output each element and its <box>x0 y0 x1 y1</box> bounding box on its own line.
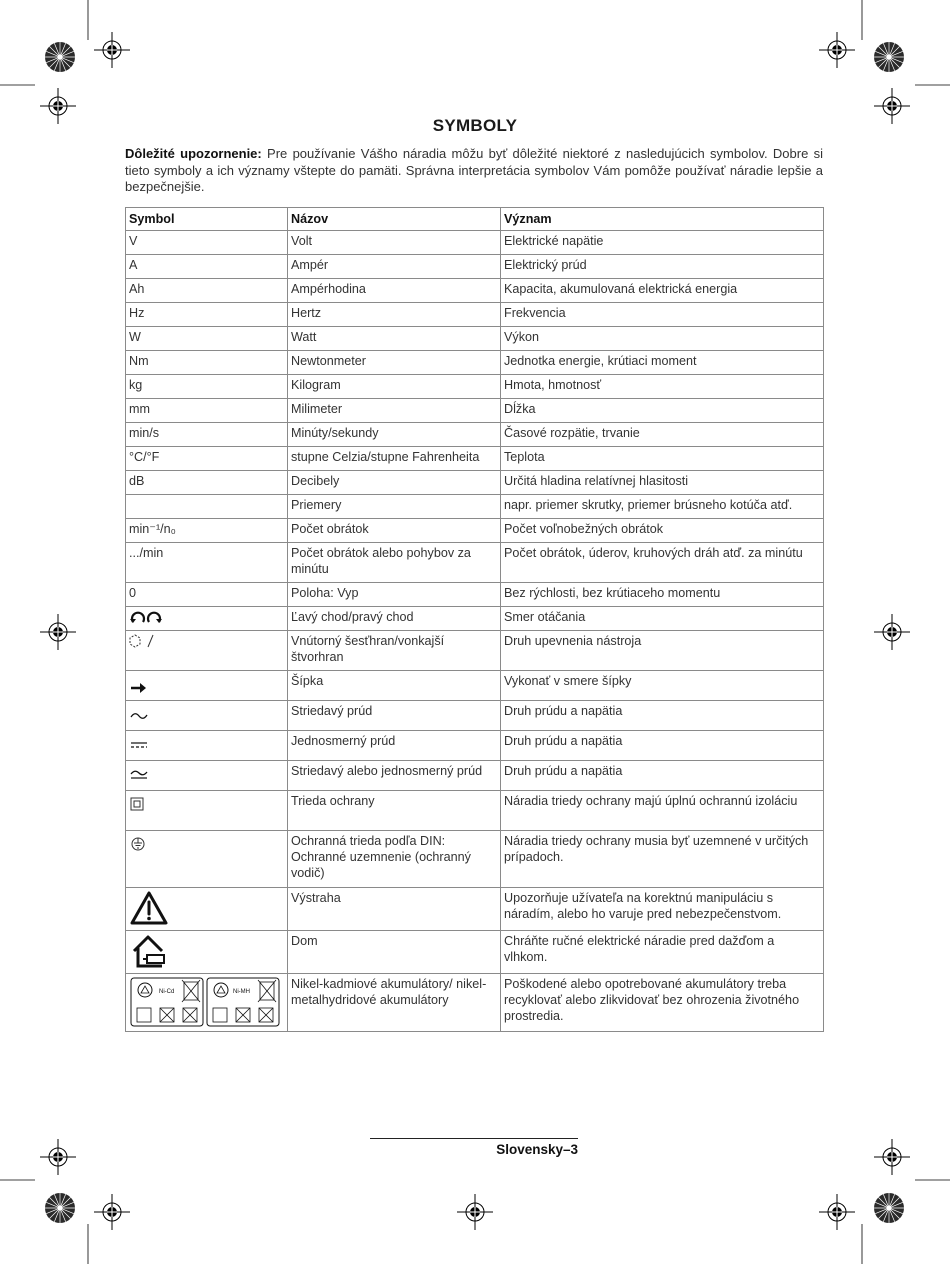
table-row <box>126 761 824 791</box>
meaning-cell: Počet voľnobežných obrátok <box>501 519 824 543</box>
name-cell: Kilogram <box>288 375 501 399</box>
symbol-cell <box>126 974 288 1032</box>
symbol-cell: A <box>126 255 288 279</box>
symbol-cell: mm <box>126 399 288 423</box>
header-meaning: Význam <box>501 208 824 231</box>
table-row <box>126 375 824 399</box>
meaning-cell: Druh prúdu a napätia <box>501 761 824 791</box>
name-cell: Ampér <box>288 255 501 279</box>
name-cell: Priemery <box>288 495 501 519</box>
table-row <box>126 583 824 607</box>
table-row <box>126 279 824 303</box>
symbol-cell <box>126 888 288 931</box>
rotation-direction-icon <box>129 609 165 625</box>
meaning-cell: Hmota, hmotnosť <box>501 375 824 399</box>
meaning-cell: Určitá hladina relatívnej hlasitosti <box>501 471 824 495</box>
table-row <box>126 701 824 731</box>
table-row <box>126 255 824 279</box>
meaning-cell: Počet obrátok, úderov, kruhových dráh atď. za minútu <box>501 543 824 583</box>
header-name: Názov <box>288 208 501 231</box>
table-row <box>126 791 824 831</box>
meaning-cell: Chráňte ručné elektrické náradie pred dažďom a vlhkom. <box>501 931 824 974</box>
name-cell: Poloha: Vyp <box>288 583 501 607</box>
intro-paragraph <box>125 146 823 196</box>
page-footer: Slovensky–3 <box>496 1142 578 1157</box>
name-cell: Vnútorný šesťhran/vonkajší štvorhran <box>288 631 501 671</box>
name-cell: Milimeter <box>288 399 501 423</box>
nimh-label: Ni-MH <box>233 989 250 995</box>
meaning-cell: Náradia triedy ochrany majú úplnú ochrannú izoláciu <box>501 791 824 831</box>
symbols-table <box>125 207 824 1032</box>
meaning-cell: napr. priemer skrutky, priemer brúsneho kotúča atď. <box>501 495 824 519</box>
symbol-cell <box>126 761 288 791</box>
name-cell: Ľavý chod/pravý chod <box>288 607 501 631</box>
name-cell: Striedavý prúd <box>288 701 501 731</box>
table-row <box>126 831 824 888</box>
table-row <box>126 974 824 1032</box>
name-cell: Šípka <box>288 671 501 701</box>
meaning-cell: Frekvencia <box>501 303 824 327</box>
hex-square-icon <box>129 633 159 649</box>
symbol-cell: 0 <box>126 583 288 607</box>
table-row <box>126 447 824 471</box>
symbol-cell <box>126 701 288 731</box>
name-cell: Dom <box>288 931 501 974</box>
nicd-label: Ni-Cd <box>159 989 175 995</box>
meaning-cell: Elektrický prúd <box>501 255 824 279</box>
symbol-cell <box>126 791 288 831</box>
symbol-cell <box>126 831 288 888</box>
table-row <box>126 519 824 543</box>
house-rain-icon <box>129 933 169 969</box>
intro-bold-label: Dôležité upozornenie: <box>125 146 262 161</box>
meaning-cell: Bez rýchlosti, bez krútiaceho momentu <box>501 583 824 607</box>
table-row <box>126 351 824 375</box>
meaning-cell: Dĺžka <box>501 399 824 423</box>
symbol-cell: kg <box>126 375 288 399</box>
meaning-cell: Kapacita, akumulovaná elektrická energia <box>501 279 824 303</box>
table-row <box>126 931 824 974</box>
table-row <box>126 671 824 701</box>
meaning-cell: Druh prúdu a napätia <box>501 731 824 761</box>
symbol-cell <box>126 731 288 761</box>
name-cell: Watt <box>288 327 501 351</box>
intro-text: Pre používanie Vášho náradia môžu byť dôležité niektoré z nasledujúcich symbolov. Dobre si tieto symboly a ich významy vštepte do pamäti. Správna interpretácia symbolov Vám pomôže používať náradie lepšie a bezpečnejšie. <box>125 146 823 194</box>
table-row <box>126 471 824 495</box>
meaning-cell: Smer otáčania <box>501 607 824 631</box>
meaning-cell: Druh upevnenia nástroja <box>501 631 824 671</box>
footer-rule <box>370 1138 578 1139</box>
symbol-cell: min⁻¹/n₀ <box>126 519 288 543</box>
table-row <box>126 423 824 447</box>
battery-recycling-icon <box>129 976 281 1028</box>
symbol-cell: Ah <box>126 279 288 303</box>
warning-triangle-icon <box>129 890 169 926</box>
name-cell: Minúty/sekundy <box>288 423 501 447</box>
ac-current-icon <box>129 703 149 725</box>
ac-dc-current-icon <box>129 763 149 785</box>
table-row <box>126 731 824 761</box>
table-row <box>126 607 824 631</box>
symbol-cell: W <box>126 327 288 351</box>
name-cell: Ochranná trieda podľa DIN: Ochranné uzemnenie (ochranný vodič) <box>288 831 501 888</box>
meaning-cell: Teplota <box>501 447 824 471</box>
table-row <box>126 303 824 327</box>
name-cell: Výstraha <box>288 888 501 931</box>
symbol-cell <box>126 607 288 631</box>
meaning-cell: Druh prúdu a napätia <box>501 701 824 731</box>
name-cell: Volt <box>288 231 501 255</box>
dc-current-icon <box>129 733 149 755</box>
symbol-cell <box>126 631 288 671</box>
table-row <box>126 399 824 423</box>
arrow-icon <box>129 673 149 695</box>
meaning-cell: Upozorňuje užívateľa na korektnú manipuláciu s náradím, alebo ho varuje pred nebezpečenstvom. <box>501 888 824 931</box>
symbol-cell <box>126 931 288 974</box>
name-cell: Trieda ochrany <box>288 791 501 831</box>
symbol-cell: °C/°F <box>126 447 288 471</box>
name-cell: Nikel-kadmiové akumulátory/ nikel-metalhydridové akumulátory <box>288 974 501 1032</box>
table-row <box>126 327 824 351</box>
symbol-cell: dB <box>126 471 288 495</box>
meaning-cell: Jednotka energie, krútiaci moment <box>501 351 824 375</box>
name-cell: Newtonmeter <box>288 351 501 375</box>
table-row <box>126 495 824 519</box>
page-title: SYMBOLY <box>432 116 518 135</box>
meaning-cell: Časové rozpätie, trvanie <box>501 423 824 447</box>
name-cell: stupne Celzia/stupne Fahrenheita <box>288 447 501 471</box>
header-symbol: Symbol <box>126 208 288 231</box>
table-row <box>126 231 824 255</box>
table-row <box>126 631 824 671</box>
table-header-row <box>126 208 824 231</box>
protective-earth-icon <box>129 833 149 855</box>
symbol-cell <box>126 495 288 519</box>
table-row <box>126 543 824 583</box>
meaning-cell: Elektrické napätie <box>501 231 824 255</box>
protection-class-icon <box>129 793 149 815</box>
name-cell: Počet obrátok alebo pohybov za minútu <box>288 543 501 583</box>
symbol-cell: V <box>126 231 288 255</box>
symbol-cell: Nm <box>126 351 288 375</box>
meaning-cell: Poškodené alebo opotrebované akumulátory treba recyklovať alebo zlikvidovať bez ohrozenia životného prostredia. <box>501 974 824 1032</box>
meaning-cell: Náradia triedy ochrany musia byť uzemnené v určitých prípadoch. <box>501 831 824 888</box>
symbol-cell: .../min <box>126 543 288 583</box>
name-cell: Hertz <box>288 303 501 327</box>
name-cell: Decibely <box>288 471 501 495</box>
symbol-cell: Hz <box>126 303 288 327</box>
symbol-cell <box>126 671 288 701</box>
name-cell: Počet obrátok <box>288 519 501 543</box>
name-cell: Jednosmerný prúd <box>288 731 501 761</box>
meaning-cell: Vykonať v smere šípky <box>501 671 824 701</box>
name-cell: Ampérhodina <box>288 279 501 303</box>
table-row <box>126 888 824 931</box>
meaning-cell: Výkon <box>501 327 824 351</box>
symbol-cell: min/s <box>126 423 288 447</box>
name-cell: Striedavý alebo jednosmerný prúd <box>288 761 501 791</box>
